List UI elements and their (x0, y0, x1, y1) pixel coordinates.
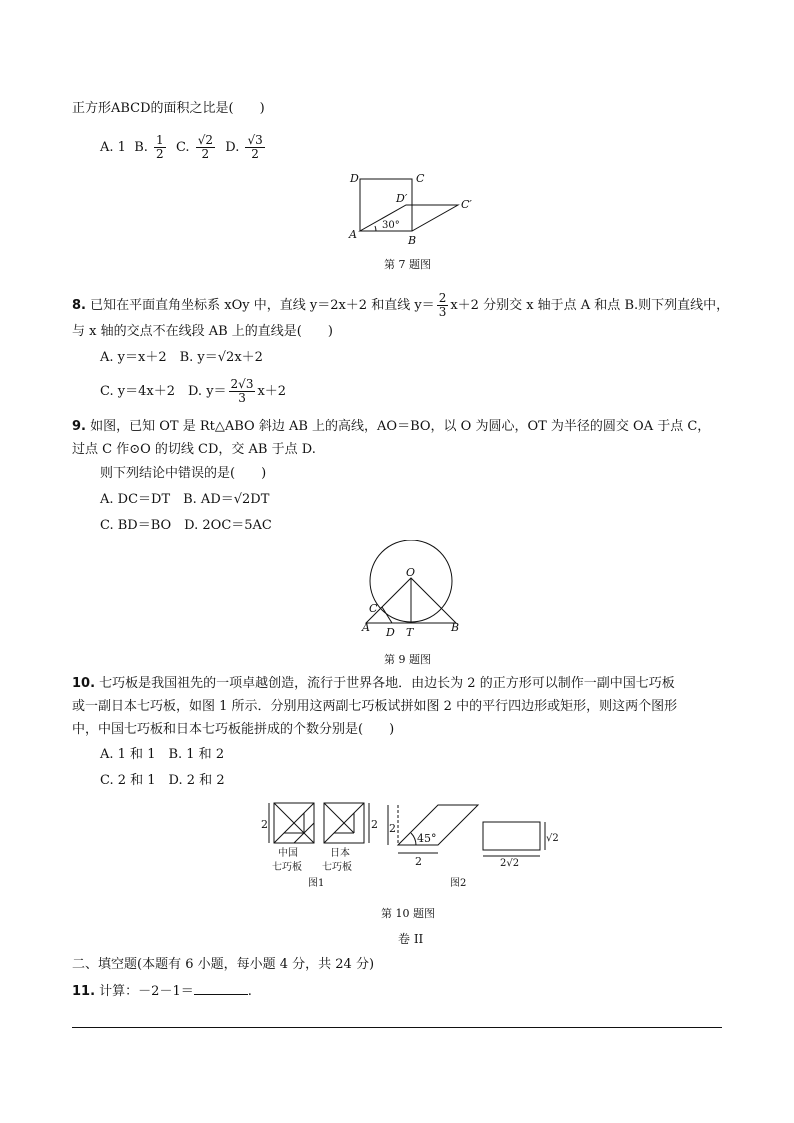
q9-number: 9. (72, 419, 86, 434)
cn-side-label: 2 (261, 818, 268, 831)
q8-number: 8. (72, 298, 86, 313)
footer-rule (72, 1027, 722, 1028)
q10-line1: 10. 七巧板是我国祖先的一项卓越创造，流行于世界各地．由边长为 2 的正方形可以制作一副中国七巧板 (72, 676, 675, 691)
q7-option-b-label: B. (134, 140, 148, 155)
label-angle: 30° (382, 220, 400, 231)
volume-heading: 卷 II (398, 932, 424, 946)
q11: 11. 计算：－2－1＝ . (72, 984, 252, 999)
angle-arc (375, 226, 376, 231)
q9-figure (356, 540, 466, 640)
label-d-prime: D′ (396, 192, 408, 205)
parallelogram-height-label: 2 (389, 822, 396, 835)
q7-option-d-fraction: $\frac{√3}{2}$ (247, 133, 263, 161)
q7-caption: 第 7 题图 (384, 258, 431, 271)
chinese-tangram (274, 803, 314, 843)
label-d: D (350, 172, 359, 185)
q7-stem-tail: 正方形ABCD的面积之比是( ) (72, 101, 265, 116)
q7-option-c-label: C. (175, 140, 190, 155)
label-a: A (362, 621, 370, 634)
tangent-cd (382, 607, 392, 623)
fig2-label: 图2 (450, 878, 467, 889)
rectangle-height-label: √2 (546, 833, 559, 844)
q7-option-d-label: D. (225, 140, 240, 155)
angle-45-label: 45° (417, 832, 437, 845)
q10-number: 10. (72, 676, 96, 691)
q10-figure (260, 798, 560, 894)
japanese-tangram (324, 803, 364, 843)
q7-option-a: A. 1 (100, 140, 126, 155)
label-c-prime: C′ (461, 198, 472, 211)
label-t: T (406, 626, 414, 639)
q9-options-ab: A. DC＝DT B. AD＝√2DT (100, 492, 270, 507)
q8-line2: 与 x 轴的交点不在线段 AB 上的直线是( ) (72, 324, 333, 339)
label-c: C (369, 602, 378, 615)
label-d: D (386, 626, 395, 639)
q9-options-cd: C. BD＝BO D. 2OC＝5AC (100, 518, 272, 533)
jp-side-label: 2 (371, 818, 378, 831)
q10-line2: 或一副日本七巧板，如图 1 所示．分别用这两副七巧板试拼如图 2 中的平行四边形或矩形，则这两个图形 (72, 699, 678, 714)
parallelogram (398, 805, 478, 845)
rectangle-width-label: 2√2 (500, 858, 520, 869)
label-a: A (349, 228, 357, 241)
q8-option-d-fraction: $\frac{2√3}{3}$ (230, 377, 254, 405)
jp-label-2: 七巧板 (322, 862, 352, 873)
q9-line1: 9. 如图，已知 OT 是 Rt△ABO 斜边 AB 上的高线，AO＝BO，以 O 为圆心，OT 为半径的圆交 OA 于点 C， (72, 419, 711, 434)
q8-fraction: $\frac{2}{3}$ (438, 291, 447, 319)
q11-answer-blank[interactable] (194, 982, 248, 995)
q9-line2: 过点 C 作⊙O 的切线 CD，交 AB 于点 D. (72, 442, 316, 457)
parallelogram-base-label: 2 (415, 855, 422, 868)
q7-option-c-fraction: $\frac{√2}{2}$ (197, 133, 213, 161)
q8-line1: 8. 已知在平面直角坐标系 xOy 中，直线 y＝2x＋2 和直线 y＝ $\frac{2}{3}$ x＋2 分别交 x 轴于点 A 和点 B.则下列直线中， (72, 291, 730, 319)
jp-label-1: 日本 (330, 848, 350, 859)
rhombus-abc-prime (360, 205, 458, 231)
q10-options-ab: A. 1 和 1 B. 1 和 2 (100, 747, 225, 762)
q10-options-cd: C. 2 和 1 D. 2 和 2 (100, 773, 225, 788)
q10-line3: 中，中国七巧板和日本七巧板能拼成的个数分别是( ) (72, 722, 395, 737)
cn-label-1: 中国 (278, 848, 298, 859)
label-c: C (416, 172, 425, 185)
q7-options (100, 130, 267, 166)
rectangle (483, 822, 540, 850)
fig1-label: 图1 (308, 878, 325, 889)
section2-heading: 二、填空题(本题有 6 小题，每小题 4 分，共 24 分) (72, 957, 375, 972)
q8-options-ab: A. y＝x＋2 B. y＝√2x＋2 (100, 350, 263, 365)
q8-options-cd: C. y＝4x＋2 D. y＝ $\frac{2√3}{3}$ x＋2 (100, 377, 287, 405)
label-b: B (408, 234, 417, 247)
parallelogram-angle-arc (411, 833, 416, 845)
label-o: O (406, 566, 416, 579)
cn-label-2: 七巧板 (272, 862, 302, 873)
q7-option-b-fraction: $\frac{1}{2}$ (156, 133, 164, 161)
label-b: B (451, 621, 460, 634)
q7-figure (340, 168, 480, 248)
q9-line3: 则下列结论中错误的是( ) (100, 466, 267, 481)
q10-caption: 第 10 题图 (381, 907, 435, 920)
q9-caption: 第 9 题图 (384, 653, 431, 666)
q11-number: 11. (72, 984, 96, 999)
